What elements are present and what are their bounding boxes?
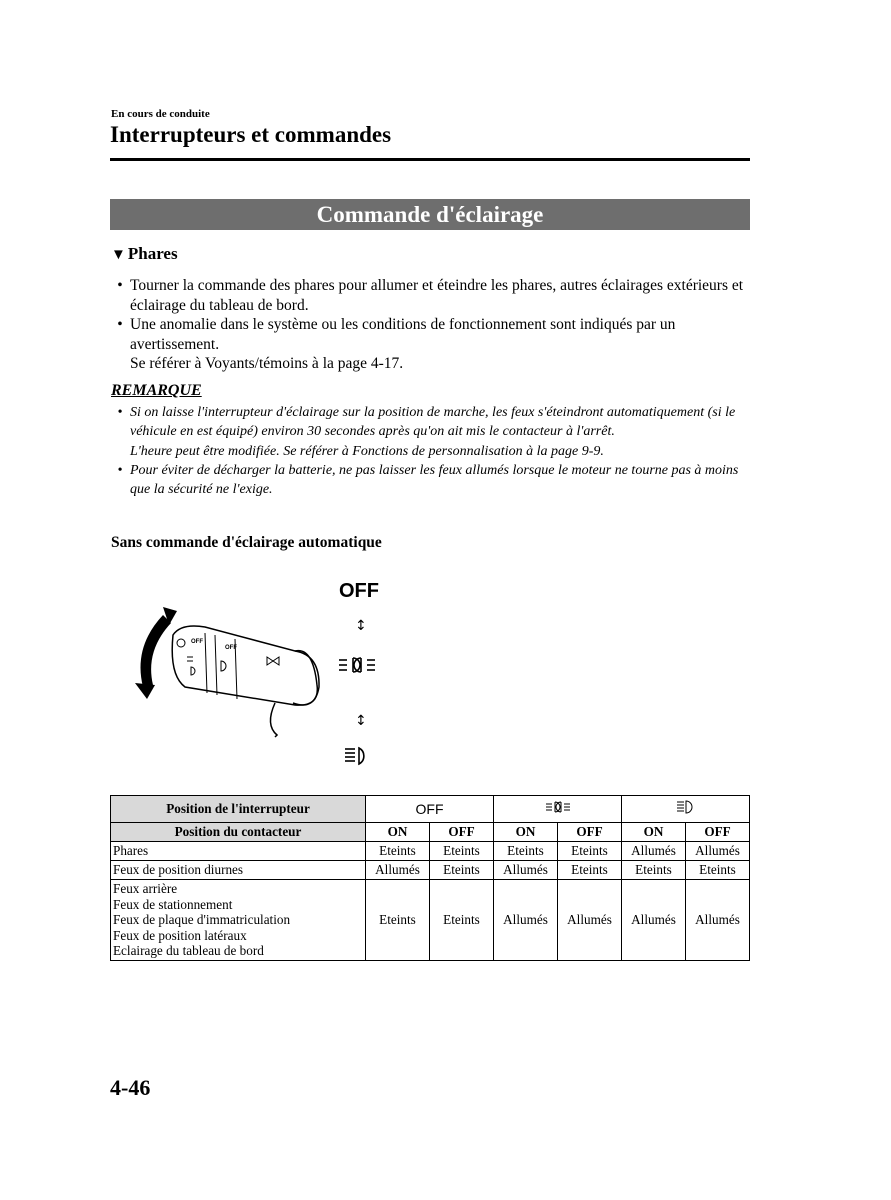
- header-off: OFF: [366, 796, 494, 823]
- headlight-low-beam-icon: [674, 800, 698, 814]
- table-cell: Allumés: [366, 861, 430, 880]
- remark-text-continuation: L'heure peut être modifiée. Se référer à Fonctions de personnalisation à la page 9-9.: [130, 443, 604, 459]
- page-number: 4-46: [110, 1075, 151, 1100]
- stalk-off-label: OFF: [225, 645, 237, 651]
- diagram-heading: Sans commande d'éclairage automatique: [111, 534, 382, 551]
- page-title: Interrupteurs et commandes: [110, 122, 392, 147]
- table-cell: Allumés: [622, 880, 686, 961]
- table-cell: Eteints: [622, 861, 686, 880]
- bullet-dot-icon: •: [117, 462, 123, 478]
- remark-title: REMARQUE: [111, 382, 202, 399]
- table-row: [111, 842, 750, 861]
- row-label-line: Feux arrière: [113, 881, 178, 896]
- table-cell: Allumés: [558, 880, 622, 961]
- updown-arrow-icon: ↕: [355, 713, 367, 729]
- row-label: Feux de position diurnes: [111, 861, 366, 880]
- table-cell: Allumés: [686, 880, 750, 961]
- diagram-off-label: OFF: [339, 580, 379, 602]
- header-state: OFF: [430, 823, 494, 842]
- table-cell: Eteints: [430, 861, 494, 880]
- table-cell: Allumés: [494, 880, 558, 961]
- bullet-dot-icon: •: [117, 277, 123, 294]
- triangle-down-icon: ▼: [111, 247, 126, 263]
- row-label-line: Feux de stationnement: [113, 896, 233, 912]
- table-header-row: [111, 823, 750, 842]
- list-item: [110, 276, 750, 315]
- row-label: [111, 880, 366, 961]
- parking-lights-icon: [339, 658, 375, 672]
- table-cell: Eteints: [430, 880, 494, 961]
- table-cell: Eteints: [686, 861, 750, 880]
- table-cell: Eteints: [430, 842, 494, 861]
- lighting-table: [110, 795, 750, 961]
- remark-text: [130, 403, 750, 461]
- bullet-text: Tourner la commande des phares pour allumer et éteindre les phares, autres éclairages extérieurs et éclairage du tableau de bord.: [130, 277, 744, 314]
- header-state: ON: [622, 823, 686, 842]
- rotation-arrow-icon: [141, 615, 172, 687]
- row-label-line: Feux de plaque d'immatriculation: [113, 912, 291, 928]
- subheading-phares: [111, 244, 178, 264]
- stalk-body: [172, 626, 317, 705]
- table-header-row: [111, 796, 750, 823]
- list-item: [110, 461, 750, 500]
- table-cell: Eteints: [366, 842, 430, 861]
- row-label-line: Eclairage du tableau de bord: [113, 943, 264, 959]
- header-switch-position: Position de l'interrupteur: [111, 796, 366, 823]
- subheading-label: Phares: [127, 244, 178, 263]
- rotation-arrow-tail-icon: [135, 683, 155, 699]
- list-item: [110, 403, 750, 461]
- header-headlights: [622, 796, 750, 823]
- table-row: [111, 880, 750, 961]
- section-title-bar: [110, 199, 750, 230]
- row-label: Phares: [111, 842, 366, 861]
- title-rule: [110, 158, 750, 161]
- header-ignition-position: Position du contacteur: [111, 823, 366, 842]
- position-sequence-arrows: [335, 610, 395, 770]
- table-cell: Eteints: [558, 842, 622, 861]
- header-state: OFF: [686, 823, 750, 842]
- updown-arrow-icon: ↕: [355, 618, 367, 634]
- table-cell: Eteints: [558, 861, 622, 880]
- bullet-text: [130, 315, 750, 374]
- parking-lights-icon: [544, 800, 572, 814]
- bullet-text-reference: Se référer à Voyants/témoins à la page 4-17.: [130, 355, 404, 372]
- remark-list: [110, 403, 750, 499]
- headlight-low-beam-icon: [345, 748, 364, 764]
- section-title: Commande d'éclairage: [316, 202, 544, 227]
- bullet-dot-icon: •: [117, 316, 123, 333]
- stalk-off-label: OFF: [191, 639, 203, 645]
- bullet-dot-icon: •: [117, 405, 123, 420]
- row-label-line: Feux de position latéraux: [113, 927, 247, 943]
- table-cell: Eteints: [366, 880, 430, 961]
- table-cell: Eteints: [494, 842, 558, 861]
- table-row: [111, 861, 750, 880]
- breadcrumb: En cours de conduite: [111, 108, 210, 120]
- header-state: ON: [494, 823, 558, 842]
- table-cell: Allumés: [622, 842, 686, 861]
- list-item: [110, 315, 750, 374]
- remark-text: Pour éviter de décharger la batterie, ne pas laisser les feux allumés lorsque le moteur ne tourne pas à moins que la sécurité ne l'exige.: [130, 462, 739, 498]
- header-state: ON: [366, 823, 430, 842]
- table-cell: Allumés: [686, 842, 750, 861]
- bullet-list: [110, 276, 750, 374]
- bullet-text-main: Une anomalie dans le système ou les conditions de fonctionnement sont indiqués par un avertissement.: [130, 316, 676, 353]
- remark-text-main: Si on laisse l'interrupteur d'éclairage sur la position de marche, les feux s'éteindront automatiquement (si le véhicule en est équipé) environ 30 secondes après qu'on ait mis le contacteur à l'arrêt.: [130, 405, 736, 440]
- header-parking-lights: [494, 796, 622, 823]
- header-state: OFF: [558, 823, 622, 842]
- table-cell: Allumés: [494, 861, 558, 880]
